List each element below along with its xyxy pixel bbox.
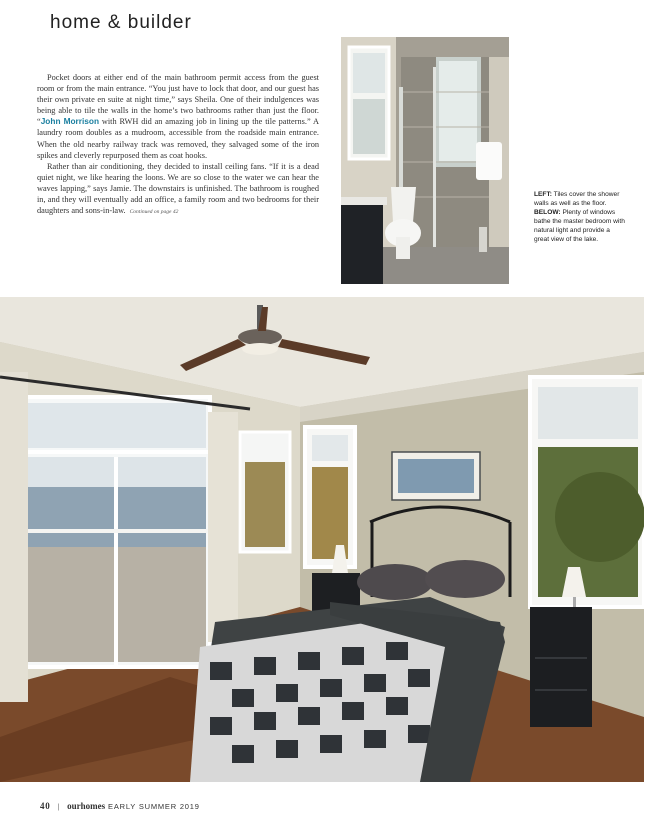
magazine-brand: ourhomes bbox=[67, 801, 106, 811]
caption-below bbox=[534, 208, 626, 244]
caption-left-text: Tiles cover the shower walls as well as the floor. bbox=[534, 191, 620, 207]
caption-left bbox=[534, 190, 626, 208]
section-title: home & builder bbox=[50, 12, 192, 33]
article-body bbox=[37, 72, 319, 218]
photo-caption bbox=[534, 190, 626, 244]
paragraph-2-text: Rather than air conditioning, they decided to install ceiling fans. “If it is a dead quiet night, we like hearing the loons. We are so close to the water we can hear the waves lapping,” says Jamie. The downstairs is unfinished. The bathroom is roughed in, and they will eventually add an office, a family room and two bedrooms for their daughters and sons-in-law. bbox=[37, 161, 319, 216]
bedroom-illustration bbox=[0, 297, 644, 782]
paragraph-1-part-b: with RWH did an amazing job in lining up the tile patterns.” A laundry room doubles as a mudroom, accessible from the roadside main entrance. When the old nearby railway track was removed, they salvaged some of the iron spikes and cleverly repurposed them as coat hooks. bbox=[37, 117, 319, 160]
paragraph-1-part-a: Pocket doors at either end of the main bathroom permit access from the guest room or from the main entrance. “You just have to lock that door, and our guest has their own private en suite at night time,” says Sheila. One of their indulgences was being able to tile the walls in the home’s two bathrooms rather than just the floor. “ bbox=[37, 73, 319, 127]
footer-separator: | bbox=[57, 802, 61, 811]
caption-below-text: Plenty of windows bathe the master bedroom with natural light and provide a great view of the lake. bbox=[534, 209, 625, 243]
page-footer bbox=[40, 801, 200, 811]
caption-below-label: BELOW: bbox=[534, 209, 561, 216]
bedroom-photo bbox=[0, 297, 644, 782]
builder-name: John Morrison bbox=[40, 116, 100, 127]
caption-left-label: LEFT: bbox=[534, 191, 552, 198]
bathroom-illustration bbox=[341, 37, 509, 284]
page-number: 40 bbox=[40, 801, 51, 811]
paragraph-2 bbox=[37, 161, 319, 218]
issue-label: EARLY SUMMER 2019 bbox=[108, 802, 200, 811]
paragraph-1 bbox=[37, 72, 319, 161]
continued-note: Continued on page 42 bbox=[129, 209, 179, 216]
bathroom-photo bbox=[341, 37, 509, 284]
